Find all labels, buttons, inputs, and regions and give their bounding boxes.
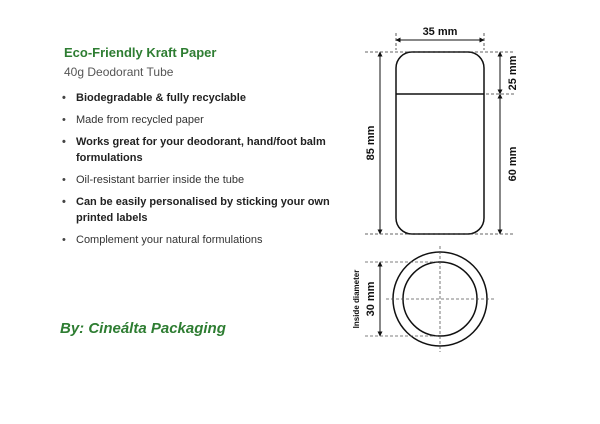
feature-item: • Complement your natural formulations bbox=[62, 232, 352, 248]
center-lines bbox=[365, 246, 494, 352]
feature-item: • Biodegradable & fully recyclable bbox=[62, 90, 352, 106]
company-byline: By: Cineálta Packaging bbox=[60, 320, 226, 337]
inside-diameter-label: Inside diameter bbox=[352, 269, 361, 329]
product-title: Eco-Friendly Kraft Paper bbox=[64, 45, 217, 60]
tube-side-view bbox=[396, 52, 484, 234]
cap-height-label: 25 mm bbox=[507, 55, 519, 91]
feature-item: • Can be easily personalised by sticking your own printed labels bbox=[62, 194, 352, 226]
product-subtitle: 40g Deodorant Tube bbox=[64, 65, 174, 79]
inside-diameter-value: 30 mm bbox=[365, 281, 377, 317]
feature-item: • Made from recycled paper bbox=[62, 112, 352, 128]
body-height-label: 60 mm bbox=[507, 146, 519, 182]
feature-item: • Oil-resistant barrier inside the tube bbox=[62, 172, 352, 188]
extension-lines bbox=[365, 33, 515, 234]
feature-item: • Works great for your deodorant, hand/foot balm formulations bbox=[62, 134, 352, 166]
tube-outline bbox=[396, 52, 484, 234]
tube-top-view bbox=[365, 246, 494, 352]
total-height-label: 85 mm bbox=[365, 125, 377, 161]
width-label: 35 mm bbox=[422, 26, 458, 38]
